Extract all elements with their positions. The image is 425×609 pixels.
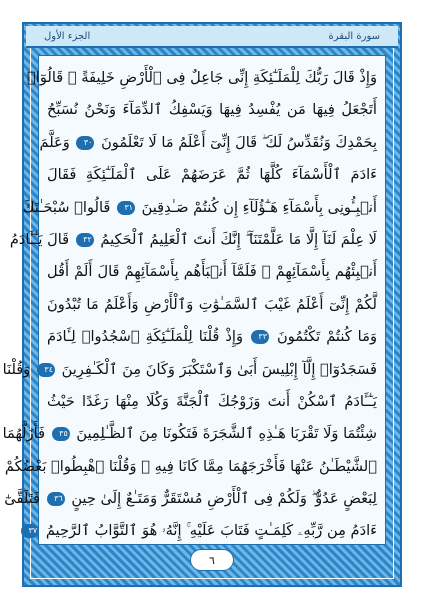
- page-number: ٦: [209, 553, 215, 567]
- text-line: [39, 127, 377, 159]
- line-tail-text: وَعَلَّمَ: [39, 133, 70, 151]
- text-line: [27, 62, 377, 94]
- line-text: أَنۢبِئْهُم بِأَسْمَآئِهِمْ ۖ فَلَمَّآ أَنۢبَأَهُم بِأَسْمَآئِهِمْ قَالَ أَلَمْ أَقُل: [47, 263, 377, 281]
- line-text: لَّكُمْ إِنِّىٓ أَعْلَمُ غَيْبَ ٱلسَّمَـٰوَٰتِ وَٱلْأَرْضِ وَأَعْلَمُ مَا تُبْدُونَ: [47, 295, 377, 313]
- ayah-number-marker: ٣٠: [76, 136, 94, 150]
- text-line: [28, 515, 377, 547]
- text-line: [2, 354, 377, 386]
- line-text: ءَادَمَ ٱلْأَسْمَآءَ كُلَّهَا ثُمَّ عَرَضَهُمْ عَلَى ٱلْمَلَـٰٓئِكَةِ فَقَالَ: [47, 166, 377, 184]
- line-text: وَمَا كُنتُمْ تَكْتُمُونَ: [277, 328, 377, 346]
- line-text: ءَادَمُ مِن رَّبِّهِۦ كَلِمَـٰتٍ فَتَابَ عَلَيْهِ ۚ إِنَّهُۥ هُوَ ٱلتَّوَّابُ ٱلرَّحِيمُ: [45, 522, 377, 540]
- line-tail-text: قَالُوا۟ سُبْحَـٰنَكَ: [22, 198, 111, 216]
- line-text: لَا عِلْمَ لَنَآ إِلَّا مَا عَلَّمْتَنَآ ۖ إِنَّكَ أَنتَ ٱلْعَلِيمُ ٱلْحَكِيمُ: [100, 230, 377, 248]
- line-tail-text: فَأَزَلَّهُمَا: [2, 425, 46, 443]
- line-text: شِئْتُمَا وَلَا تَقْرَبَا هَـٰذِهِ ٱلشَّجَرَةَ فَتَكُونَا مِنَ ٱلظَّـٰلِمِينَ: [76, 425, 377, 443]
- text-line: [22, 192, 377, 224]
- text-line: [47, 159, 377, 191]
- line-text: لِبَعْضٍ عَدُوٌّ ۖ وَلَكُمْ فِى ٱلْأَرْضِ مُسْتَقَرٌّ وَمَتَـٰعٌ إِلَىٰ حِينٍ: [71, 490, 377, 508]
- text-line: [4, 483, 377, 515]
- text-line: [47, 256, 377, 288]
- ayah-number-marker: ٣٣: [251, 330, 269, 344]
- page-number-badge: [190, 549, 234, 571]
- quran-text-panel: [2, 55, 386, 545]
- page-header: [26, 26, 398, 48]
- text-line: [47, 289, 377, 321]
- text-line: [4, 451, 377, 483]
- text-line: [47, 94, 377, 126]
- line-text: وَإِذْ قَالَ رَبُّكَ لِلْمَلَـٰٓئِكَةِ إِنِّى جَاعِلٌ فِى ٱلْأَرْضِ خَلِيفَةً ۖ قَالُوٓا۟: [27, 69, 377, 86]
- text-line: [47, 386, 377, 418]
- line-text: يَـٰٓـَٔادَمُ ٱسْكُنْ أَنتَ وَزَوْجُكَ ٱلْجَنَّةَ وَكُلَا مِنْهَا رَغَدًا حَيْثُ: [47, 392, 377, 410]
- line-tail-text: قَالَ يَـٰٓـَٔادَمُ: [9, 230, 70, 248]
- line-tail-text: وَإِذْ قُلْنَا لِلْمَلَـٰٓئِكَةِ ٱسْجُدُوا۟ لِـَٔادَمَ: [47, 328, 243, 346]
- line-text: ٱلشَّيْطَـٰنُ عَنْهَا فَأَخْرَجَهُمَا مِمَّا كَانَا فِيهِ ۖ وَقُلْنَا ٱهْبِطُوا۟ بَعْضُكُمْ: [4, 457, 377, 475]
- text-line: [47, 321, 377, 353]
- line-text: بِحَمْدِكَ وَنُقَدِّسُ لَكَ ۖ قَالَ إِنِّىٓ أَعْلَمُ مَا لَا تَعْلَمُونَ: [101, 133, 377, 151]
- text-line: [9, 224, 377, 256]
- ayah-number-marker: ٣٦: [47, 492, 65, 506]
- ayah-number-marker: ٣٤: [37, 363, 55, 377]
- juz-label: الجزء الأول: [44, 30, 91, 42]
- ayah-number-marker: ٣٢: [76, 233, 94, 247]
- ayah-number-marker: ٣٥: [52, 427, 70, 441]
- line-tail-text: فَتَلَقَّىٰٓ: [4, 490, 41, 508]
- ayah-number-marker: ٣١: [117, 201, 135, 215]
- line-text: أَتَجْعَلُ فِيهَا مَن يُفْسِدُ فِيهَا وَيَسْفِكُ ٱلدِّمَآءَ وَنَحْنُ نُسَبِّحُ: [47, 101, 377, 119]
- line-tail-text: وَقُلْنَا: [2, 360, 31, 378]
- line-text: فَسَجَدُوٓا۟ إِلَّآ إِبْلِيسَ أَبَىٰ وَٱسْتَكْبَرَ وَكَانَ مِنَ ٱلْكَـٰفِرِينَ: [61, 360, 377, 378]
- ayah-number-marker: ٣٧: [21, 524, 39, 538]
- text-line: [2, 418, 377, 450]
- surah-label: سورة البقرة: [328, 30, 380, 42]
- line-text: أَنۢبِـُٔونِى بِأَسْمَآءِ هَـٰٓؤُلَآءِ إِن كُنتُمْ صَـٰدِقِينَ: [141, 198, 377, 216]
